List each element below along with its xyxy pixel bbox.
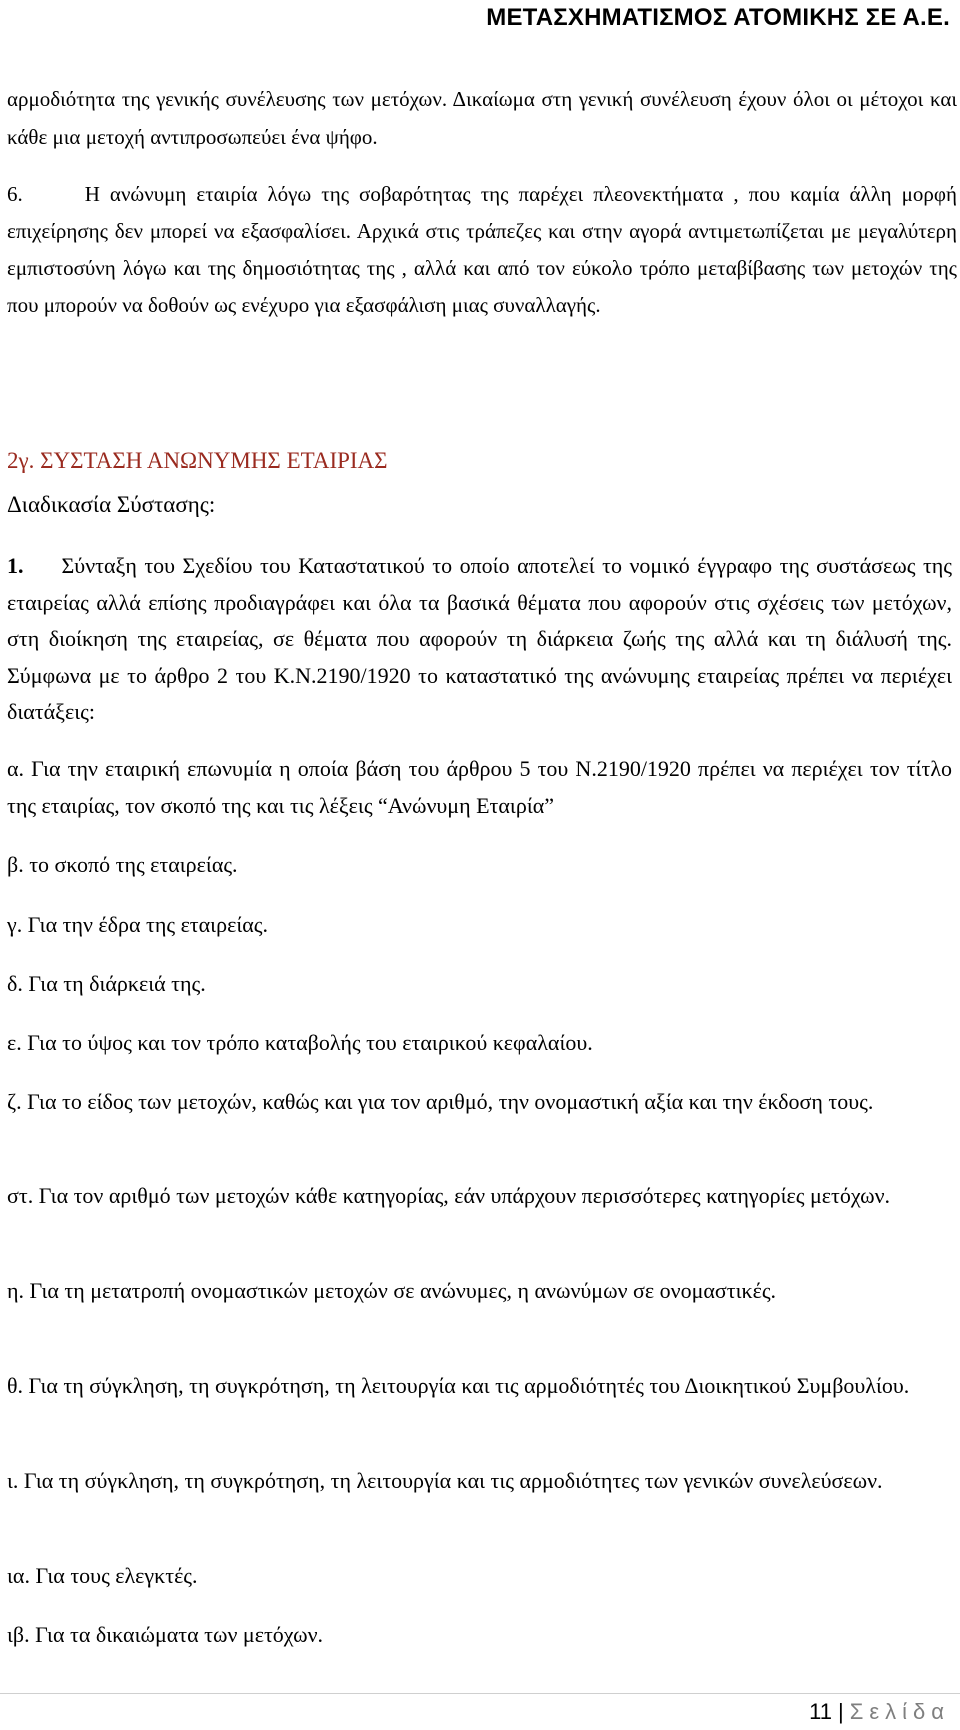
point-6-paragraph <box>7 176 957 324</box>
list-item-iota-beta: ιβ. Για τα δικαιώματα των μετόχων. <box>7 1622 324 1647</box>
list-item-st: στ. Για τον αριθμό των μετοχών κάθε κατηγορίας, εάν υπάρχουν περισσότερες κατηγορίες μετόχων. <box>7 1183 891 1208</box>
point-1-number: 1. <box>7 553 24 578</box>
page-header-title: ΜΕΤΑΣΧΗΜΑΤΙΣΜΟΣ ΑΤΟΜΙΚΗΣ ΣΕ Α.Ε. <box>486 4 950 31</box>
list-item-zeta: ζ. Για το είδος των μετοχών, καθώς και για τον αριθμό, την ονομαστική αξία και την έκδοση τους. <box>7 1089 874 1114</box>
list-item-theta: θ. Για τη σύγκληση, τη συγκρότηση, τη λειτουργία και τις αρμοδιότητές του Διοικητικού Συμβουλίου. <box>7 1373 910 1398</box>
point-1-text: Σύνταξη του Σχεδίου του Καταστατικού το οποίο αποτελεί το νομικό έγγραφο της συστάσεως της εταιρείας αλλά επίσης προδιαγράφει και όλα τα βασικά θέματα που αφορούν στις σχέσεις των μετόχων, στη διοίκηση της εταιρείας, σε θέματα που αφορούν τη διάρκεια ζωής της αλλά και τη διάλυσή της. Σύμφωνα με το άρθρο 2 του Κ.Ν.2190/1920 το καταστατικό της ανώνυμης εταιρείας πρέπει να περιέχει διατάξεις: <box>7 553 952 724</box>
page-footer <box>809 1699 950 1725</box>
list-item-alpha: α. Για την εταιρική επωνυμία η οποία βάση του άρθρου 5 του Ν.2190/1920 πρέπει να περιέχει τον τίτλο της εταιρίας, τον σκοπό της και τις λέξεις “Ανώνυμη Εταιρία” <box>7 756 952 818</box>
point-6-number: 6. <box>7 182 23 206</box>
list-item-epsilon: ε. Για το ύψος και τον τρόπο καταβολής του εταιρικού κεφαλαίου. <box>7 1030 593 1055</box>
list-item-gamma: γ. Για την έδρα της εταιρείας. <box>7 912 268 937</box>
list-item-iota: ι. Για τη σύγκληση, τη συγκρότηση, τη λειτουργία και τις αρμοδιότητες των γενικών συνελεύσεων. <box>7 1468 883 1493</box>
point-1-paragraph <box>7 548 952 731</box>
page-number: 11 <box>809 1699 833 1724</box>
list-item-delta: δ. Για τη διάρκειά της. <box>7 971 206 996</box>
intro-paragraph: αρμοδιότητα της γενικής συνέλευσης των μετόχων. Δικαίωμα στη γενική συνέλευση έχουν όλοι οι μέτοχοι και κάθε μια μετοχή αντιπροσωπεύει ένα ψήφο. <box>7 87 957 149</box>
point-6-text: Η ανώνυμη εταιρία λόγω της σοβαρότητας της παρέχει πλεονεκτήματα , που καμία άλλη μορφή επιχείρησης δεν μπορεί να εξασφαλίσει. Αρχικά στις τράπεζες και στην αγορά αντιμετωπίζεται με μεγαλύτερη εμπιστοσύνη λόγω και της δημοσιότητας της , αλλά και από τον εύκολο τρόπο μεταβίβασης των μετοχών της που μπορούν να δοθούν ως ενέχυρο για εξασφάλιση μιας συναλλαγής. <box>7 182 957 317</box>
list-item-beta: β. το σκοπό της εταιρείας. <box>7 852 238 877</box>
section-title: 2γ. ΣΥΣΤΑΣΗ ΑΝΩΝΥΜΗΣ ΕΤΑΙΡΙΑΣ <box>7 448 388 473</box>
list-item-iota-alpha: ια. Για τους ελεγκτές. <box>7 1563 198 1588</box>
list-item-eta: η. Για τη μετατροπή ονομαστικών μετοχών σε ανώνυμες, η ανωνύμων σε ονομαστικές. <box>7 1278 777 1303</box>
section-subtitle: Διαδικασία Σύστασης: <box>7 492 216 517</box>
footer-divider <box>0 1693 960 1694</box>
footer-separator: | <box>838 1699 844 1724</box>
page-word: Σελίδα <box>849 1699 950 1724</box>
